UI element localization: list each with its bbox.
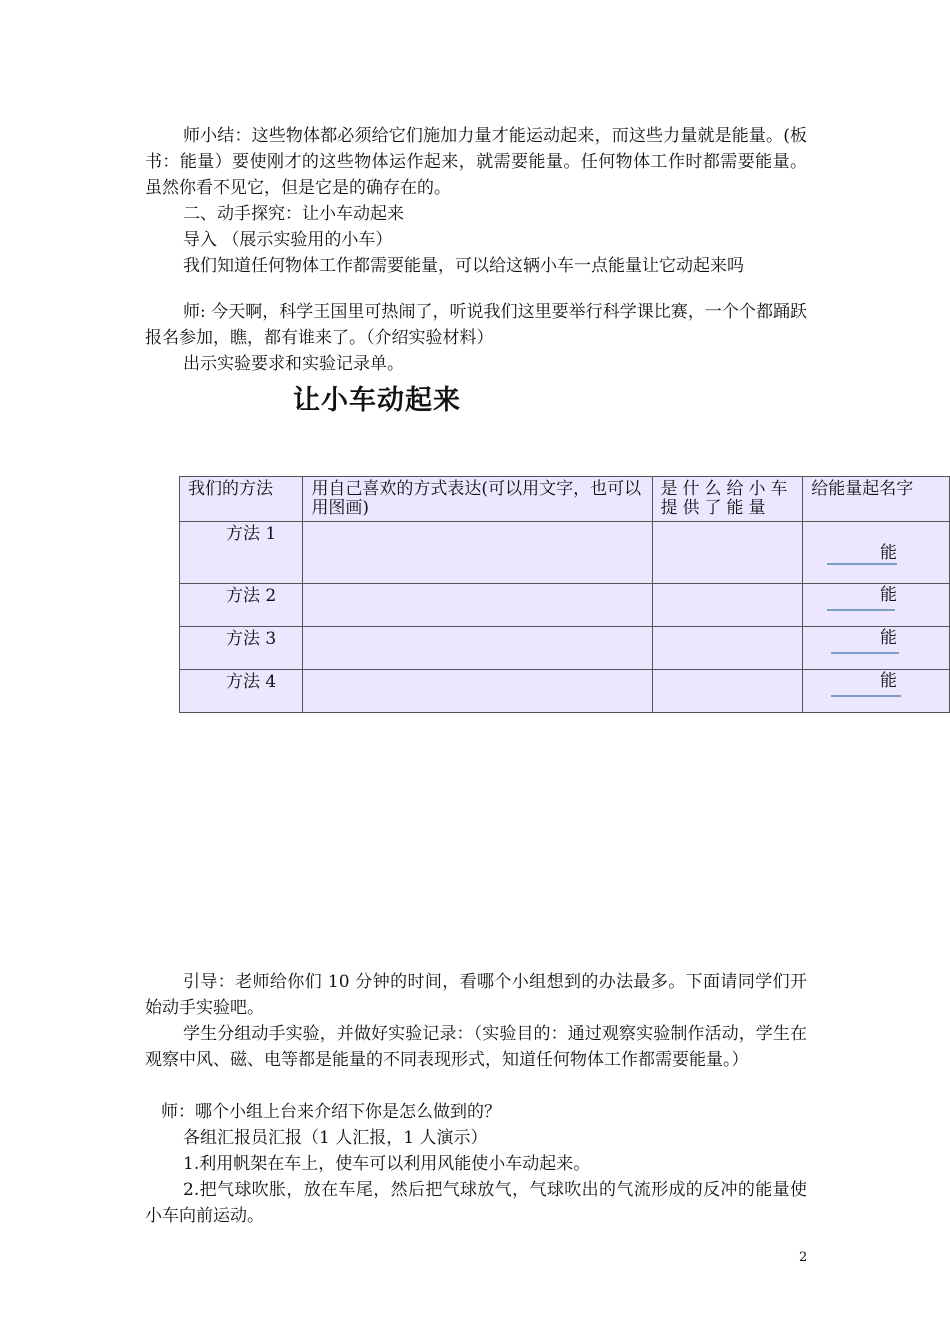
method-two-paragraph: 2.把气球吹胀，放在车尾，然后把气球放气，气球吹出的气流形成的反冲的能量使小车向前运动。 bbox=[145, 1180, 807, 1226]
energy-name-cell[interactable] bbox=[803, 627, 950, 670]
expression-cell[interactable] bbox=[303, 584, 652, 627]
energy-suffix: 能 bbox=[880, 628, 897, 648]
table-header-row bbox=[180, 477, 950, 522]
header-expression: 用自己喜欢的方式表达(可以用文字，也可以用图画) bbox=[303, 477, 652, 522]
table-row bbox=[180, 627, 950, 670]
method-one-line: 1.利用帆架在车上，使车可以利用风能使小车动起来。 bbox=[183, 1154, 591, 1174]
teacher-question-line: 师：哪个小组上台来介绍下你是怎么做到的？ bbox=[161, 1102, 501, 1122]
header-energy-source: 是什么给小车提供了能量 bbox=[652, 477, 803, 522]
guidance-paragraph: 引导：老师给你们 10 分钟的时间，看哪个小组想到的办法最多。下面请同学们开始动手实验吧。 bbox=[145, 972, 807, 1018]
table-row bbox=[180, 522, 950, 584]
section-heading: 二、动手探究：让小车动起来 bbox=[183, 204, 404, 224]
report-line: 各组汇报员汇报（1 人汇报，1 人演示） bbox=[183, 1128, 488, 1148]
blank-underline bbox=[827, 609, 895, 611]
energy-name-cell[interactable] bbox=[803, 584, 950, 627]
header-energy-name: 给能量起名字 bbox=[803, 477, 950, 522]
show-requirements-line: 出示实验要求和实验记录单。 bbox=[183, 354, 404, 374]
energy-source-cell[interactable] bbox=[652, 670, 803, 713]
blank-underline bbox=[831, 695, 901, 697]
expression-cell[interactable] bbox=[303, 522, 652, 584]
group-experiment-paragraph: 学生分组动手实验，并做好实验记录：（实验目的：通过观察实验制作活动，学生在观察中风、磁、电等都是能量的不同表现形式，知道任何物体工作都需要能量。） bbox=[145, 1024, 807, 1070]
method-cell: 方法 1 bbox=[180, 522, 303, 584]
method-cell: 方法 3 bbox=[180, 627, 303, 670]
energy-source-cell[interactable] bbox=[652, 627, 803, 670]
table-row bbox=[180, 670, 950, 713]
expression-cell[interactable] bbox=[303, 627, 652, 670]
summary-paragraph: 师小结：这些物体都必须给它们施加力量才能运动起来，而这些力量就是能量。(板书：能量）要使刚才的这些物体运作起来，就需要能量。任何物体工作时都需要能量。虽然你看不见它，但是它是的确存在的。 bbox=[145, 126, 807, 198]
energy-suffix: 能 bbox=[880, 543, 897, 563]
page-number: 2 bbox=[799, 1250, 808, 1265]
intro-line: 导入 （展示实验用的小车） bbox=[183, 230, 393, 250]
energy-source-cell[interactable] bbox=[652, 584, 803, 627]
table-row bbox=[180, 584, 950, 627]
question-line: 我们知道任何物体工作都需要能量，可以给这辆小车一点能量让它动起来吗 bbox=[183, 256, 744, 276]
teacher-paragraph: 师: 今天啊，科学王国里可热闹了，听说我们这里要举行科学课比赛，一个个都踊跃报名参加，瞧，都有谁来了。（介绍实验材料） bbox=[145, 302, 807, 348]
expression-cell[interactable] bbox=[303, 670, 652, 713]
energy-suffix: 能 bbox=[880, 585, 897, 605]
blank-underline bbox=[827, 563, 897, 565]
method-cell: 方法 4 bbox=[180, 670, 303, 713]
energy-source-cell[interactable] bbox=[652, 522, 803, 584]
energy-name-cell[interactable] bbox=[803, 522, 950, 584]
blank-underline bbox=[831, 652, 899, 654]
method-cell: 方法 2 bbox=[180, 584, 303, 627]
experiment-record-table bbox=[179, 476, 950, 713]
header-method: 我们的方法 bbox=[180, 477, 303, 522]
worksheet-title: 让小车动起来 bbox=[293, 385, 461, 416]
energy-name-cell[interactable] bbox=[803, 670, 950, 713]
energy-suffix: 能 bbox=[880, 671, 897, 691]
